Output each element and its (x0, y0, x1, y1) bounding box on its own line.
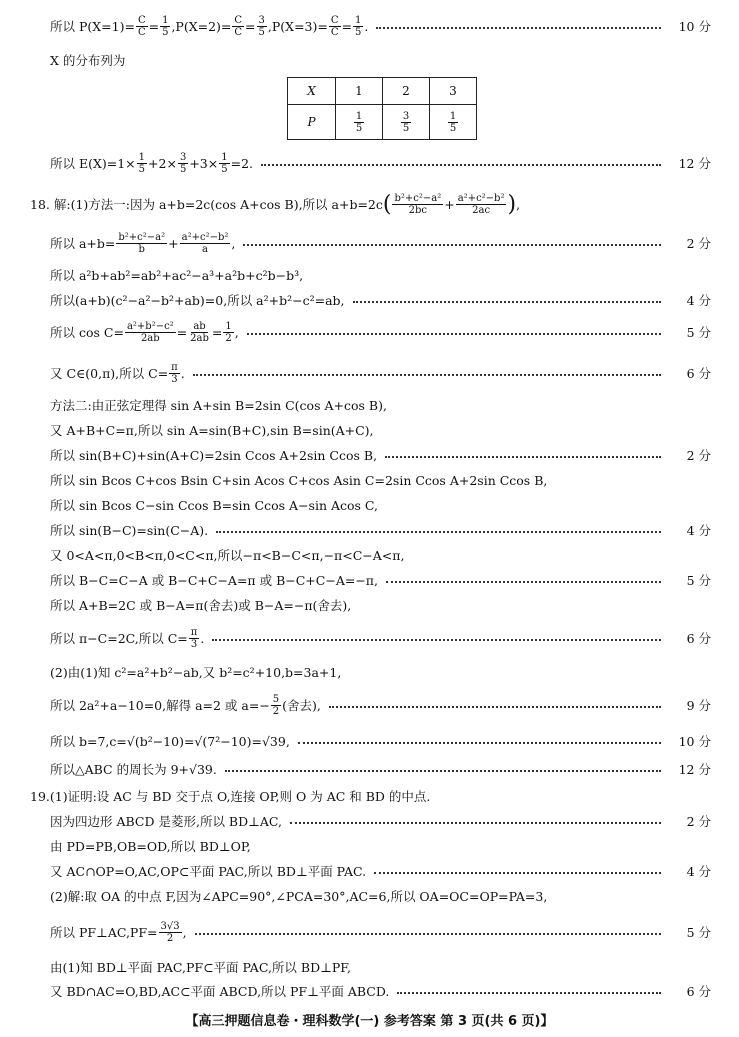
line-q19-g: 又 BD∩AC=O,BD,AC⊂平面 ABCD,所以 PF⊥平面 ABCD. 6 分 (50, 984, 711, 999)
score-label: 10 分 (678, 19, 711, 34)
frac-1-5: $\frac{1}{5}$ (162, 14, 169, 38)
line-part2-a: (2)由(1)知 c²=a²+b²−ab,又 b²=c²+10,b=3a+1, (50, 665, 342, 680)
line-m2-h: 所以 B−C=C−A 或 B−C+C−A=π 或 B−C+C−A=−π, 5 分 (50, 573, 711, 588)
line-q19-b: 由 PD=PB,OB=OD,所以 BD⊥OP, (50, 839, 251, 854)
line-q18-cos: 所以 cos C= $\frac{\text{a²+b²−c²}}{2ab}$ = $\frac{ab}{2ab}$ = $\frac{1}{2}$ , 5 分 (50, 320, 711, 344)
line-m2-e: 所以 sin Bcos C−sin Ccos B=sin Ccos A−sin Acos C, (50, 498, 379, 513)
page-footer: 【高三押题信息卷・理科数学(一) 参考答案 第 3 页(共 6 页)】 (185, 1014, 554, 1029)
line-m2-g: 又 0<A<π,0<B<π,0<C<π,所以−π<B−C<π,−π<C−A<π, (50, 548, 405, 563)
line-expectation: 所以 E(X)=1× $\frac{1}{5}$ +2× $\frac{3}{5}$ +3× $\frac{1}{5}$ =2. 12 分 (50, 151, 711, 175)
line-distribution-heading: X 的分布列为 (50, 53, 126, 68)
line-q18-a: 所以 a+b= $\frac{\text{b²+c²−a²}}{b}$ + $\frac{\text{a²+c²−b²}}{a}$ , 2 分 (50, 231, 711, 255)
line-part2-b: 所以 2a²+a−10=0,解得 a=2 或 a=− $\frac{5}{2}$ (舍去), 9 分 (50, 693, 711, 717)
frac-1-5b: $\frac{1}{5}$ (354, 14, 362, 38)
frac-3-5: $\frac{3}{5}$ (258, 14, 265, 38)
table-header-1: 1 (336, 78, 383, 105)
leader-dots (376, 27, 661, 29)
line-q19-start: 19.(1)证明:设 AC 与 BD 交于点 O,连接 OP,则 O 为 AC 和 BD 的中点. (30, 789, 431, 804)
line-q19-d: (2)解:取 OA 的中点 F,因为∠APC=90°,∠PCA=30°,AC=6,所以 OA=OC=OP=PA=3, (50, 889, 548, 904)
line-px-values: 所以 P(X=1)= $\frac{C}{C}$ = $\frac{1}{5}$ ,P(X=2)= $\frac{C}{C}$ = $\frac{3}{5}$ ,P(X=3)= $\frac{C}{C}$ = $\frac{1}{5}$ . 10 分 (50, 14, 711, 38)
line-q19-f: 由(1)知 BD⊥平面 PAC,PF⊂平面 PAC,所以 BD⊥PF, (50, 960, 351, 975)
line-part2-c: 所以 b=7,c=√(b²−10)=√(7²−10)=√39, 10 分 (50, 734, 711, 749)
line-q18-b: 所以 a²b+ab²=ab²+ac²−a³+a²b+c²b−b³, (50, 268, 304, 283)
frac-c3: $\frac{C}{C}$ (330, 14, 339, 38)
line-m2-j: 所以 π−C=2C,所以 C= $\frac{\pi}{3}$ . 6 分 (50, 626, 711, 650)
line-q18-C: 又 C∈(0,π),所以 C= $\frac{\pi}{3}$ . 6 分 (50, 361, 711, 385)
line-part2-d: 所以△ABC 的周长为 9+√39. 12 分 (50, 762, 711, 777)
table-cell-p3: $\frac{1}{5}$ (430, 105, 477, 140)
table-header-x: X (288, 78, 336, 105)
line-m2-a: 方法二:由正弦定理得 sin A+sin B=2sin C(cos A+cos B), (50, 398, 387, 413)
line-m2-i: 所以 A+B=2C 或 B−A=π(舍去)或 B−A=−π(舍去), (50, 598, 352, 613)
frac-c2: $\frac{C}{C}$ (234, 14, 243, 38)
line-m2-b: 又 A+B+C=π,所以 sin A=sin(B+C),sin B=sin(A+C), (50, 423, 374, 438)
line-q19-a: 因为四边形 ABCD 是菱形,所以 BD⊥AC, 2 分 (50, 814, 711, 829)
line-m2-d: 所以 sin Bcos C+cos Bsin C+sin Acos C+cos Asin C=2sin Ccos A+2sin Ccos B, (50, 473, 548, 488)
table-cell-p1: $\frac{1}{5}$ (336, 105, 383, 140)
table-header-2: 2 (383, 78, 430, 105)
line-q18-c: 所以(a+b)(c²−a²−b²+ab)=0,所以 a²+b²−c²=ab, 4 分 (50, 293, 711, 308)
distribution-table (287, 77, 477, 140)
line-q19-e: 所以 PF⊥AC,PF= $\frac{3√3}{2}$ , 5 分 (50, 920, 711, 944)
frac-c1: $\frac{C}{C}$ (137, 14, 146, 38)
line-q19-c: 又 AC∩OP=O,AC,OP⊂平面 PAC,所以 BD⊥平面 PAC. 4 分 (50, 864, 711, 879)
line-m2-c: 所以 sin(B+C)+sin(A+C)=2sin Ccos A+2sin Ccos B, 2 分 (50, 448, 711, 463)
line-q18-start: 18. 解:(1)方法一:因为 a+b=2c(cos A+cos B),所以 a+b=2c ( $\frac{\text{b²+c²−a²}}{2bc}$ + $\frac{\text{a²+c²−b²}}{2ac}$ ) , (30, 191, 521, 217)
table-header-3: 3 (430, 78, 477, 105)
table-row-label: P (288, 105, 336, 140)
table-cell-p2: $\frac{3}{5}$ (383, 105, 430, 140)
line-m2-f: 所以 sin(B−C)=sin(C−A). 4 分 (50, 523, 711, 538)
